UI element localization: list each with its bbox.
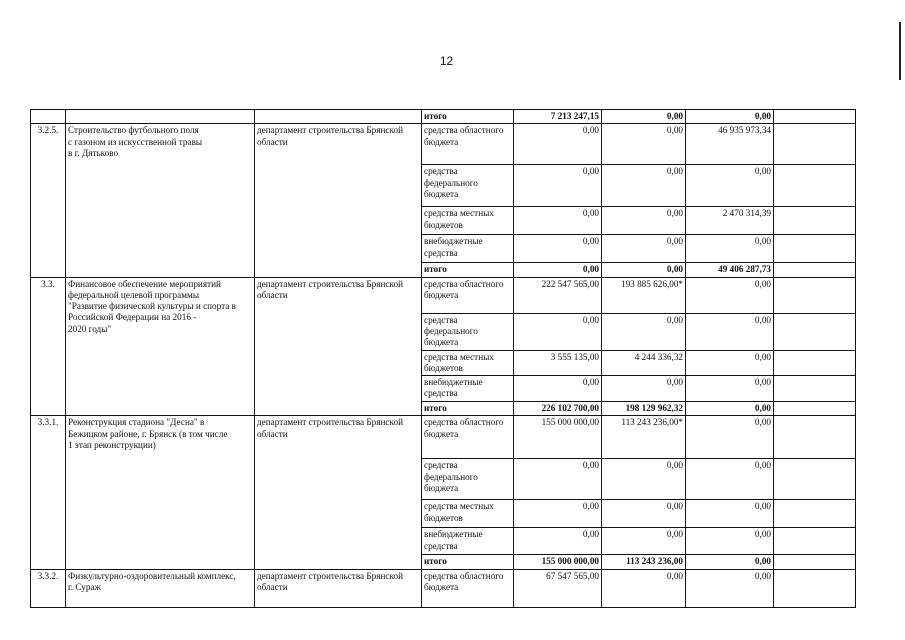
amount-2-cell: 0,00 bbox=[602, 528, 686, 555]
amount-3-cell: 0,00 bbox=[686, 165, 774, 207]
amount-2-cell: 0,00 bbox=[602, 376, 686, 402]
amount-3-cell: 49 406 287,73 bbox=[686, 263, 774, 277]
amount-3-cell: 0,00 bbox=[686, 350, 774, 376]
empty-cell bbox=[774, 110, 856, 124]
amount-1-cell: 155 000 000,00 bbox=[514, 555, 602, 569]
funding-source-cell: средства областного бюджета bbox=[422, 124, 514, 165]
empty-cell bbox=[774, 235, 856, 263]
funding-source-cell: итого bbox=[422, 555, 514, 569]
amount-2-cell: 0,00 bbox=[602, 263, 686, 277]
empty-cell bbox=[774, 459, 856, 500]
funding-source-cell: средства областного бюджета bbox=[422, 416, 514, 459]
amount-1-cell: 0,00 bbox=[514, 459, 602, 500]
total-row bbox=[31, 110, 856, 124]
empty-cell bbox=[774, 555, 856, 569]
page-number: 12 bbox=[439, 54, 454, 68]
amount-3-cell: 46 935 973,34 bbox=[686, 124, 774, 165]
amount-3-cell: 0,00 bbox=[686, 569, 774, 607]
code-cell: 3.3.1. bbox=[31, 416, 66, 569]
amount-2-cell: 198 129 962,32 bbox=[602, 402, 686, 416]
object-name-cell: Строительство футбольного поля с газоном из искусственной травы в г. Дятьково bbox=[66, 124, 255, 277]
code-cell: 3.2.5. bbox=[31, 124, 66, 277]
empty-cell bbox=[774, 124, 856, 165]
amount-2-cell: 0,00 bbox=[602, 110, 686, 124]
amount-3-cell: 0,00 bbox=[686, 277, 774, 313]
amount-3-cell: 0,00 bbox=[686, 110, 774, 124]
amount-3-cell: 0,00 bbox=[686, 459, 774, 500]
empty-cell bbox=[774, 569, 856, 607]
amount-1-cell: 67 547 565,00 bbox=[514, 569, 602, 607]
empty-cell bbox=[774, 500, 856, 528]
amount-1-cell: 0,00 bbox=[514, 124, 602, 165]
funding-source-cell: итого bbox=[422, 263, 514, 277]
amount-1-cell: 3 555 135,00 bbox=[514, 350, 602, 376]
empty-cell bbox=[774, 207, 856, 235]
amount-1-cell: 0,00 bbox=[514, 235, 602, 263]
empty-cell bbox=[774, 402, 856, 416]
amount-1-cell: 0,00 bbox=[514, 207, 602, 235]
table-row bbox=[31, 569, 856, 607]
empty-cell bbox=[774, 376, 856, 402]
empty-cell bbox=[774, 350, 856, 376]
empty-cell bbox=[774, 528, 856, 555]
funding-source-cell: средства местных бюджетов bbox=[422, 350, 514, 376]
amount-3-cell: 0,00 bbox=[686, 235, 774, 263]
code-cell bbox=[31, 110, 66, 124]
amount-3-cell: 0,00 bbox=[686, 528, 774, 555]
funding-source-cell: средства областного бюджета bbox=[422, 277, 514, 313]
department-cell: департамент строительства Брянской области bbox=[255, 416, 422, 569]
amount-2-cell: 193 885 626,00* bbox=[602, 277, 686, 313]
amount-2-cell: 0,00 bbox=[602, 569, 686, 607]
amount-2-cell: 0,00 bbox=[602, 500, 686, 528]
department-cell bbox=[255, 110, 422, 124]
empty-cell bbox=[774, 313, 856, 350]
object-name-cell: Реконструкция стадиона "Десна" в Бежицком районе, г. Брянск (в том числе 1 этап реконструкции) bbox=[66, 416, 255, 569]
empty-cell bbox=[774, 416, 856, 459]
amount-1-cell: 7 213 247,15 bbox=[514, 110, 602, 124]
funding-source-cell: внебюджетные средства bbox=[422, 376, 514, 402]
amount-2-cell: 0,00 bbox=[602, 207, 686, 235]
department-cell: департамент строительства Брянской области bbox=[255, 124, 422, 277]
margin-rule bbox=[899, 22, 901, 80]
amount-1-cell: 0,00 bbox=[514, 313, 602, 350]
amount-2-cell: 4 244 336,32 bbox=[602, 350, 686, 376]
funding-source-cell: внебюджетные средства bbox=[422, 235, 514, 263]
empty-cell bbox=[774, 165, 856, 207]
funding-source-cell: итого bbox=[422, 110, 514, 124]
department-cell: департамент строительства Брянской области bbox=[255, 277, 422, 416]
amount-1-cell: 155 000 000,00 bbox=[514, 416, 602, 459]
funding-source-cell: средства федерального бюджета bbox=[422, 459, 514, 500]
amount-1-cell: 0,00 bbox=[514, 376, 602, 402]
funding-source-cell: средства федерального бюджета bbox=[422, 313, 514, 350]
amount-1-cell: 0,00 bbox=[514, 165, 602, 207]
amount-2-cell: 0,00 bbox=[602, 124, 686, 165]
table-row bbox=[31, 124, 856, 165]
code-cell: 3.3. bbox=[31, 277, 66, 416]
amount-3-cell: 0,00 bbox=[686, 313, 774, 350]
funding-source-cell: средства местных бюджетов bbox=[422, 207, 514, 235]
empty-cell bbox=[774, 277, 856, 313]
table-row bbox=[31, 416, 856, 459]
amount-2-cell: 0,00 bbox=[602, 165, 686, 207]
object-name-cell: Финансовое обеспечение мероприятий федеральной целевой программы "Развитие физической культуры и спорта в Российской Федерации на 2016 - 2020 годы" bbox=[66, 277, 255, 416]
amount-3-cell: 0,00 bbox=[686, 376, 774, 402]
table-row bbox=[31, 277, 856, 313]
amount-3-cell: 2 470 314,39 bbox=[686, 207, 774, 235]
funding-source-cell: внебюджетные средства bbox=[422, 528, 514, 555]
amount-2-cell: 113 243 236,00 bbox=[602, 555, 686, 569]
funding-source-cell: итого bbox=[422, 402, 514, 416]
amount-1-cell: 0,00 bbox=[514, 263, 602, 277]
amount-3-cell: 0,00 bbox=[686, 402, 774, 416]
amount-3-cell: 0,00 bbox=[686, 555, 774, 569]
empty-cell bbox=[774, 263, 856, 277]
funding-source-cell: средства федерального бюджета bbox=[422, 165, 514, 207]
code-cell: 3.3.2. bbox=[31, 569, 66, 607]
object-name-cell bbox=[66, 110, 255, 124]
amount-2-cell: 113 243 236,00* bbox=[602, 416, 686, 459]
amount-1-cell: 226 102 700,00 bbox=[514, 402, 602, 416]
funding-source-cell: средства областного бюджета bbox=[422, 569, 514, 607]
object-name-cell: Физкультурно-оздоровительный комплекс, г. Сураж bbox=[66, 569, 255, 607]
financing-table bbox=[30, 109, 856, 608]
amount-1-cell: 0,00 bbox=[514, 528, 602, 555]
amount-2-cell: 0,00 bbox=[602, 235, 686, 263]
funding-source-cell: средства местных бюджетов bbox=[422, 500, 514, 528]
department-cell: департамент строительства Брянской области bbox=[255, 569, 422, 607]
amount-2-cell: 0,00 bbox=[602, 459, 686, 500]
amount-3-cell: 0,00 bbox=[686, 500, 774, 528]
amount-1-cell: 222 547 565,00 bbox=[514, 277, 602, 313]
amount-2-cell: 0,00 bbox=[602, 313, 686, 350]
amount-3-cell: 0,00 bbox=[686, 416, 774, 459]
amount-1-cell: 0,00 bbox=[514, 500, 602, 528]
